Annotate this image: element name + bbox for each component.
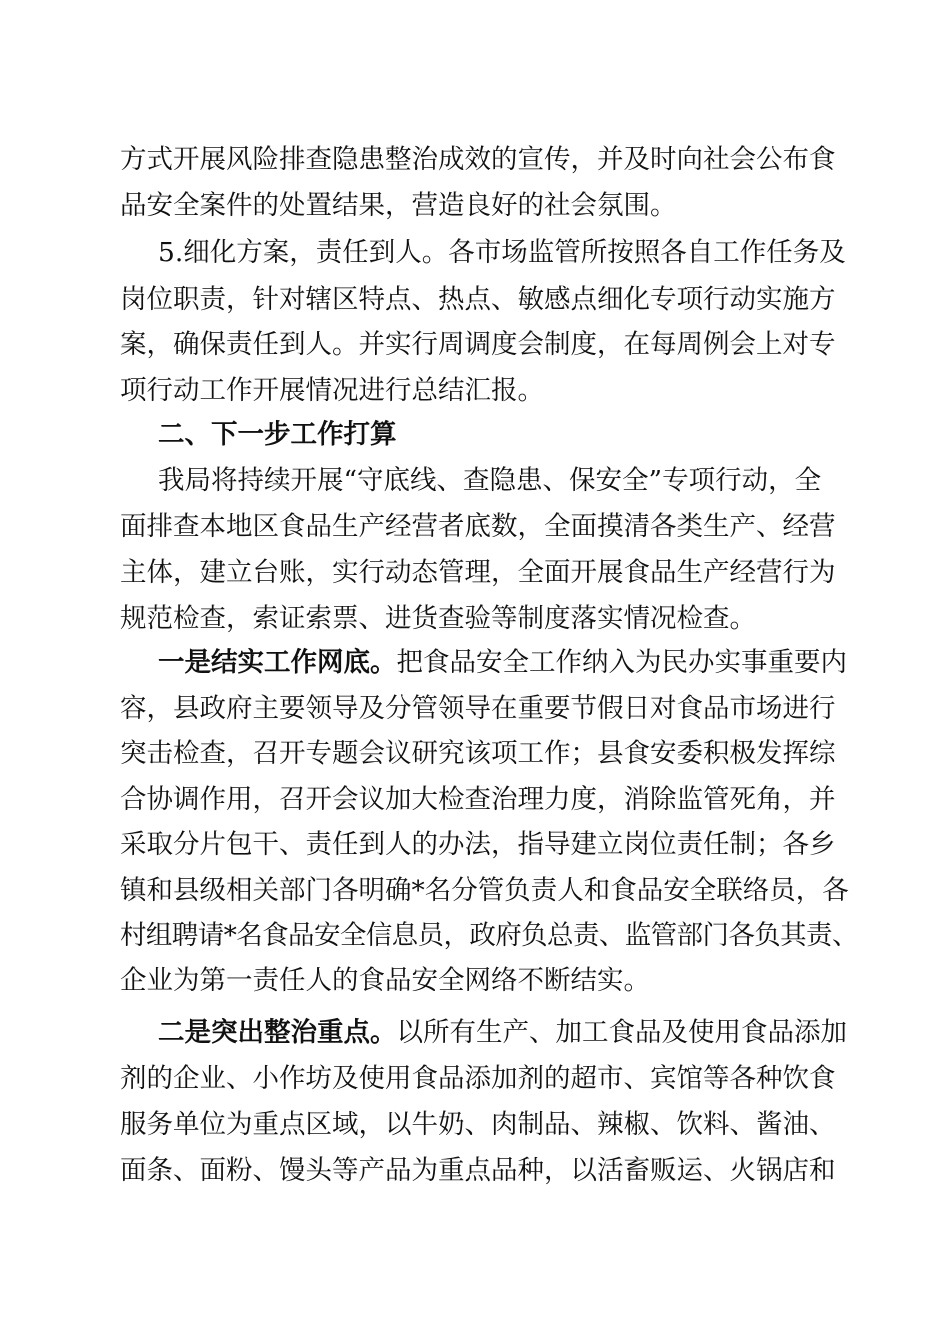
- paragraph-line: 面排查本地区食品生产经营者底数，全面摸清各类生产、经营: [120, 511, 836, 542]
- paragraph-line: 主体，建立台账，实行动态管理，全面开展食品生产经营行为: [120, 557, 836, 588]
- paragraph-line: 合协调作用，召开会议加大检查治理力度，消除监管死角，并: [120, 784, 836, 815]
- paragraph-line: 采取分片包干、责任到人的办法，指导建立岗位责任制；各乡: [120, 829, 836, 860]
- paragraph-line: 方式开展风险排查隐患整治成效的宣传，并及时向社会公布食: [120, 144, 836, 175]
- paragraph-line: [158, 640, 888, 686]
- paragraph-line: 服务单位为重点区域，以牛奶、肉制品、辣椒、饮料、酱油、: [120, 1109, 836, 1140]
- paragraph-lead: 一是结实工作网底。: [158, 647, 397, 678]
- paragraph-line: 容，县政府主要领导及分管领导在重要节假日对食品市场进行: [120, 693, 836, 724]
- section-heading: 二、下一步工作打算: [158, 419, 397, 450]
- paragraph-line: 岗位职责，针对辖区特点、热点、敏感点细化专项行动实施方: [120, 284, 836, 315]
- paragraph-line: 剂的企业、小作坊及使用食品添加剂的超市、宾馆等各种饮食: [120, 1063, 836, 1094]
- paragraph-line: 我局将持续开展“守底线、查隐患、保安全”专项行动，全: [158, 465, 822, 496]
- paragraph-line: 突击检查，召开专题会议研究该项工作；县食安委积极发挥综: [120, 738, 836, 769]
- paragraph-line: 品安全案件的处置结果，营造良好的社会氛围。: [120, 190, 677, 221]
- paragraph-line: 镇和县级相关部门各明确*名分管负责人和食品安全联络员，各: [120, 875, 849, 906]
- paragraph-line: [158, 1010, 888, 1056]
- paragraph-line: 面条、面粉、馒头等产品为重点品种，以活畜贩运、火锅店和: [120, 1155, 836, 1186]
- paragraph-line: 村组聘请*名食品安全信息员，政府负总责、监管部门各负其责、: [120, 920, 858, 951]
- paragraph-line: 企业为第一责任人的食品安全网络不断结实。: [120, 965, 650, 996]
- paragraph-line: 案，确保责任到人。并实行周调度会制度，在每周例会上对专: [120, 329, 836, 360]
- paragraph-lead: 二是突出整治重点。: [158, 1017, 397, 1048]
- paragraph-line: 项行动工作开展情况进行总结汇报。: [120, 375, 544, 406]
- paragraph-text: 把食品安全工作纳入为民办实事重要内: [396, 647, 847, 678]
- paragraph-text: 以所有生产、加工食品及使用食品添加: [396, 1017, 847, 1048]
- paragraph-line: 规范检查，索证索票、进货查验等制度落实情况检查。: [120, 603, 756, 634]
- paragraph-line: 5.细化方案，责任到人。各市场监管所按照各自工作任务及: [158, 237, 846, 268]
